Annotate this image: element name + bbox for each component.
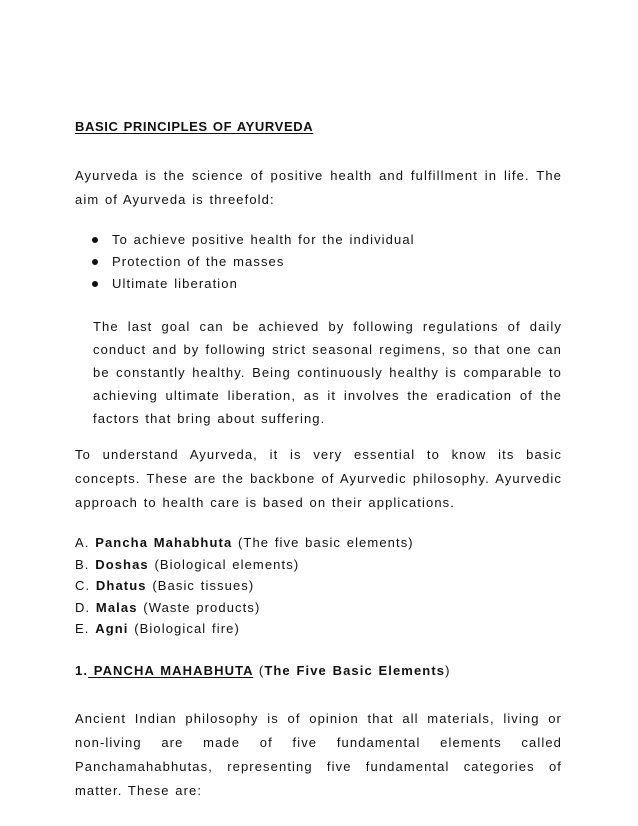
section-heading xyxy=(75,663,451,678)
aim-item xyxy=(90,273,415,295)
intro-paragraph: Ayurveda is the science of positive health and fulfillment in life. The aim of Ayurveda is threefold: xyxy=(75,168,562,207)
concept-item xyxy=(75,618,414,640)
concept-term: Malas xyxy=(95,599,138,615)
concept-desc: (Waste products) xyxy=(143,599,261,615)
concepts-intro-paragraph: To understand Ayurveda, it is very essential to know its basic concepts. These are the backbone of Ayurvedic philosophy. Ayurvedic approach to health care is based on their applications. xyxy=(75,447,562,510)
concept-item xyxy=(75,597,414,619)
concept-term: Agni xyxy=(95,621,129,636)
concept-desc: (Biological fire) xyxy=(134,621,240,636)
concept-letter: E. xyxy=(75,621,90,636)
document-heading: BASIC PRINCIPLES OF AYURVEDA xyxy=(75,119,314,134)
concept-item xyxy=(75,532,414,554)
bullet-icon xyxy=(92,259,98,265)
concept-letter: C. xyxy=(75,578,91,593)
concept-term: Dhatus xyxy=(95,578,147,593)
section-open-paren: ( xyxy=(258,663,265,678)
section-title: PANCHA MAHABHUTA xyxy=(88,663,254,678)
section-subtitle: The Five Basic Elements xyxy=(264,663,446,678)
concept-desc: (Basic tissues) xyxy=(152,578,255,593)
section-close-paren: ) xyxy=(445,663,451,678)
concept-letter: B. xyxy=(75,556,90,572)
concept-term: Doshas xyxy=(95,556,149,572)
concept-term: Pancha Mahabhuta xyxy=(95,535,233,550)
aim-text: Ultimate liberation xyxy=(112,276,238,291)
concept-letter: D. xyxy=(75,599,91,615)
concept-desc: (Biological elements) xyxy=(154,556,300,572)
concepts-list xyxy=(75,532,414,640)
aim-item xyxy=(90,229,415,251)
bullet-icon xyxy=(92,237,98,243)
aim-item xyxy=(90,251,415,273)
concept-item xyxy=(75,554,414,576)
last-goal-paragraph: The last goal can be achieved by following regulations of daily conduct and by following strict seasonal regimens, so that one can be constantly healthy. Being continuously healthy is comparable to achieving ultimate liberation, as it involves the eradication of the factors that bring about suffering. xyxy=(93,319,562,426)
section-paragraph: Ancient Indian philosophy is of opinion that all materials, living or non-living are made of five fundamental elements called Panchamahabhutas, representing five fundamental categories of matter. These are: xyxy=(75,711,562,798)
aims-list xyxy=(90,229,415,295)
bullet-icon xyxy=(92,281,98,287)
concept-desc: (The five basic elements) xyxy=(238,535,414,550)
concept-letter: A. xyxy=(75,535,90,550)
concept-item xyxy=(75,575,414,597)
section-number: 1. xyxy=(75,663,89,678)
aim-text: To achieve positive health for the individual xyxy=(112,232,415,247)
aim-text: Protection of the masses xyxy=(112,254,285,269)
